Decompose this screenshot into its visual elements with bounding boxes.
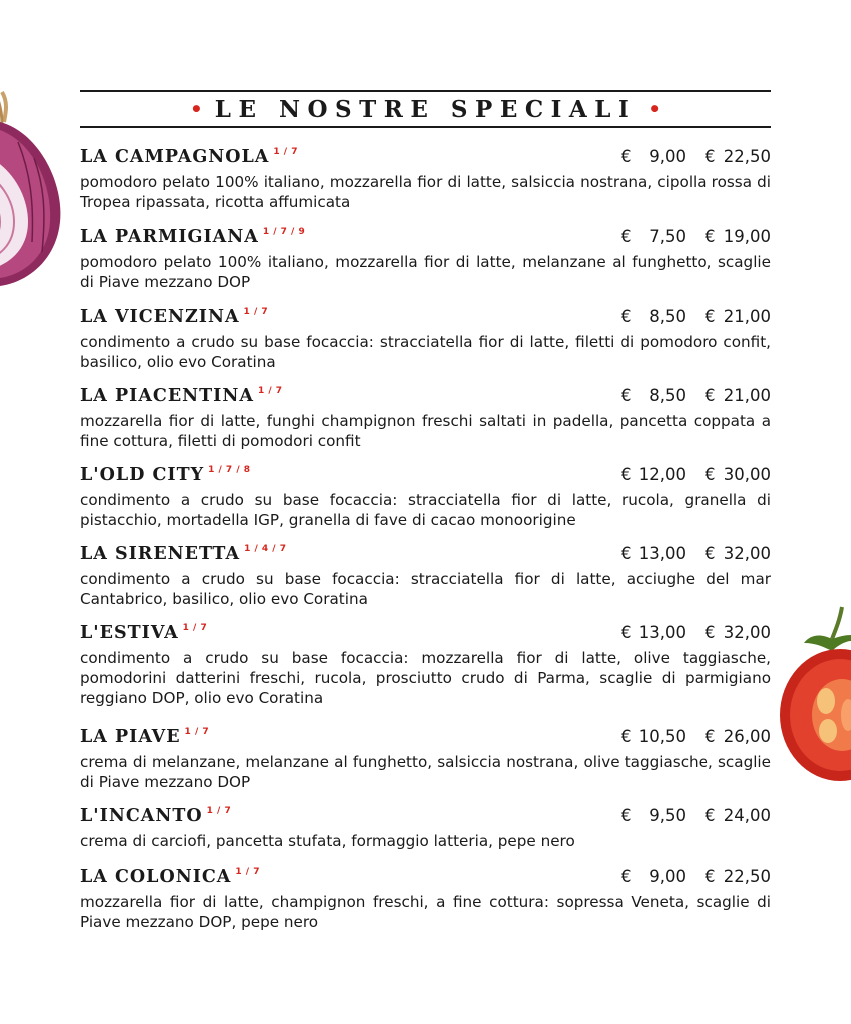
item-description: crema di carciofi, pancetta stufata, formaggio latteria, pepe nero [80, 832, 575, 850]
price-large: 19,00 [723, 227, 771, 246]
menu-item [80, 147, 771, 212]
currency-symbol: € [705, 307, 716, 326]
item-name: L'INCANTO [80, 806, 203, 826]
section-title: LE NOSTRE SPECIALI [214, 95, 637, 123]
price-small: 12,00 [638, 465, 686, 484]
item-name: LA PIACENTINA [80, 386, 254, 406]
menu-item [80, 623, 771, 708]
section-heading [80, 94, 771, 124]
menu-item [80, 307, 771, 372]
price-large: 26,00 [723, 727, 771, 746]
item-name: L'ESTIVA [80, 623, 179, 643]
item-name: LA PARMIGIANA [80, 227, 259, 247]
currency-symbol: € [621, 544, 632, 563]
item-description: crema di melanzane, melanzane al funghetto, salsiccia nostrana, olive taggiasche, scaglie di Piave mezzano DOP [80, 753, 771, 791]
item-name: LA VICENZINA [80, 307, 240, 327]
item-allergens: 1 / 7 [273, 147, 298, 157]
currency-symbol: € [705, 623, 716, 642]
tomato-illustration [780, 605, 851, 789]
bullet-dot-right: • [648, 97, 661, 121]
price-small: 13,00 [638, 544, 686, 563]
item-allergens: 1 / 7 [235, 867, 260, 877]
item-description: pomodoro pelato 100% italiano, mozzarella fior di latte, melanzane al funghetto, scaglie di Piave mezzano DOP [80, 253, 771, 291]
item-name: LA CAMPAGNOLA [80, 147, 270, 167]
item-description: pomodoro pelato 100% italiano, mozzarella fior di latte, salsiccia nostrana, cipolla rossa di Tropea ripassata, ricotta affumicata [80, 173, 771, 211]
currency-symbol: € [705, 806, 716, 825]
price-large: 22,50 [723, 867, 771, 886]
heading-rule-top [80, 90, 771, 92]
red-onion-illustration [0, 82, 64, 296]
currency-symbol: € [621, 623, 632, 642]
currency-symbol: € [705, 147, 716, 166]
menu-item [80, 386, 771, 451]
currency-symbol: € [621, 867, 632, 886]
item-name: LA COLONICA [80, 867, 232, 887]
currency-symbol: € [621, 147, 632, 166]
item-allergens: 1 / 4 / 7 [244, 544, 287, 554]
price-large: 24,00 [723, 806, 771, 825]
price-small: 8,50 [649, 307, 686, 326]
item-allergens: 1 / 7 [206, 806, 232, 816]
currency-symbol: € [621, 806, 632, 825]
menu-item [80, 227, 771, 292]
price-large: 22,50 [723, 147, 771, 166]
item-name: LA SIRENETTA [80, 544, 241, 564]
item-description: condimento a crudo su base focaccia: stracciatella fior di latte, acciughe del mar Cantabrico, basilico, olio evo Coratina [80, 570, 771, 608]
currency-symbol: € [621, 727, 632, 746]
price-large: 32,00 [723, 623, 771, 642]
item-allergens: 1 / 7 / 9 [262, 227, 306, 237]
currency-symbol: € [705, 867, 716, 886]
currency-symbol: € [705, 227, 716, 246]
price-small: 9,50 [649, 806, 686, 825]
item-description: mozzarella fior di latte, funghi champignon freschi saltati in padella, pancetta coppata a fine cottura, filetti di pomodori confit [80, 412, 771, 450]
price-small: 9,00 [649, 147, 686, 166]
menu-item [80, 727, 771, 792]
menu-item [80, 867, 771, 932]
item-allergens: 1 / 7 [184, 727, 210, 737]
item-name: L'OLD CITY [80, 465, 205, 485]
price-large: 21,00 [723, 307, 771, 326]
price-small: 7,50 [649, 227, 686, 246]
item-description: condimento a crudo su base focaccia: mozzarella fior di latte, olive taggiasche, pomodorini datterini freschi, rucola, prosciutto crudo di Parma, scaglie di parmigiano reggiano DOP, olio evo Coratina [80, 649, 771, 707]
currency-symbol: € [621, 386, 632, 405]
item-allergens: 1 / 7 / 8 [208, 465, 251, 475]
menu-item [80, 544, 771, 609]
price-small: 9,00 [649, 867, 686, 886]
item-allergens: 1 / 7 [182, 623, 208, 633]
price-small: 8,50 [649, 386, 686, 405]
menu-item [80, 465, 771, 530]
price-large: 21,00 [723, 386, 771, 405]
price-large: 30,00 [723, 465, 771, 484]
item-description: condimento a crudo su base focaccia: stracciatella fior di latte, rucola, granella di pistacchio, mortadella IGP, granella di fave di cacao monoorigine [80, 491, 771, 529]
item-description: condimento a crudo su base focaccia: stracciatella fior di latte, filetti di pomodoro confit, basilico, olio evo Coratina [80, 333, 771, 371]
currency-symbol: € [621, 465, 632, 484]
currency-symbol: € [705, 386, 716, 405]
heading-rule-bottom [80, 126, 771, 128]
currency-symbol: € [621, 227, 632, 246]
item-allergens: 1 / 7 [243, 307, 269, 317]
currency-symbol: € [705, 727, 716, 746]
price-small: 13,00 [638, 623, 686, 642]
currency-symbol: € [705, 465, 716, 484]
price-large: 32,00 [723, 544, 771, 563]
item-description: mozzarella fior di latte, champignon freschi, a fine cottura: sopressa Veneta, scaglie di Piave mezzano DOP, pepe nero [80, 893, 771, 931]
price-small: 10,50 [638, 727, 686, 746]
item-name: LA PIAVE [80, 727, 181, 747]
menu-item [80, 806, 771, 851]
item-allergens: 1 / 7 [257, 386, 283, 396]
currency-symbol: € [705, 544, 716, 563]
currency-symbol: € [621, 307, 632, 326]
bullet-dot-left: • [189, 97, 203, 121]
